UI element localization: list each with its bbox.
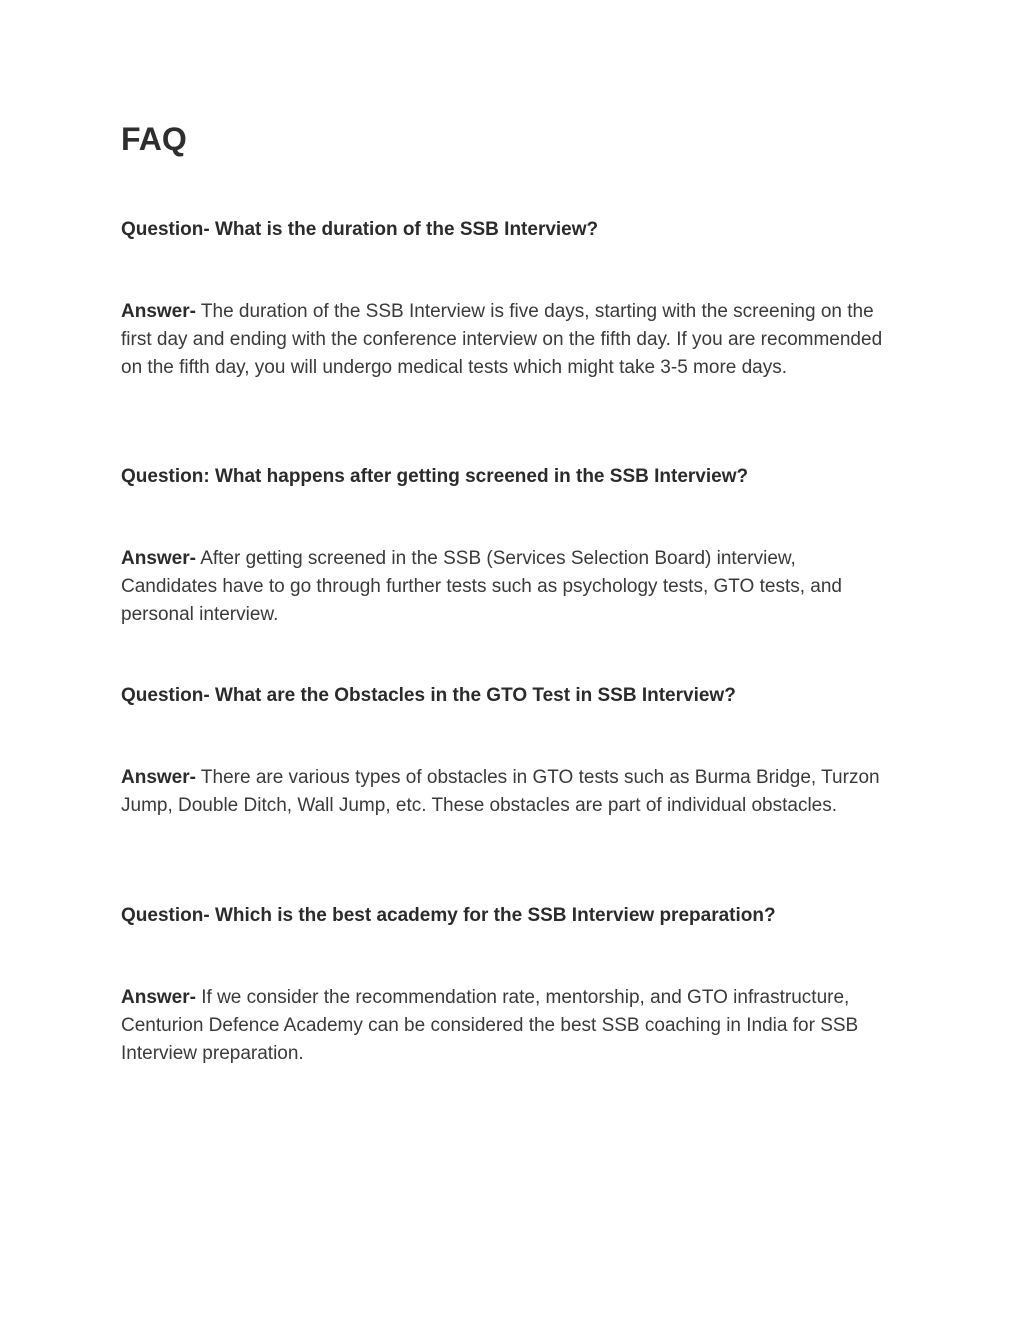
faq-question-4: Question- Which is the best academy for the SSB Interview preparation? [121,905,776,926]
answer-label: Answer- [121,548,196,569]
answer-label: Answer- [121,987,196,1008]
answer-text: The duration of the SSB Interview is five days, starting with the screening on the first day and ending with the conference interview on the fifth day. If you are recommended on the fifth day, you will undergo medical tests which might take 3-5 more days. [121,301,883,378]
faq-question-3: Question- What are the Obstacles in the GTO Test in SSB Interview? [121,685,736,706]
faq-answer-3 [121,764,896,820]
answer-label: Answer- [121,767,196,788]
faq-answer-4 [121,984,896,1068]
answer-text: There are various types of obstacles in GTO tests such as Burma Bridge, Turzon Jump, Double Ditch, Wall Jump, etc. These obstacles are part of individual obstacles. [121,767,880,816]
answer-text: If we consider the recommendation rate, mentorship, and GTO infrastructure, Centurion Defence Academy can be considered the best SSB coaching in India for SSB Interview preparation. [121,987,859,1064]
answer-text: After getting screened in the SSB (Services Selection Board) interview, Candidates have to go through further tests such as psychology tests, GTO tests, and personal interview. [121,548,842,625]
page-title: FAQ [121,121,187,157]
faq-question-2: Question: What happens after getting screened in the SSB Interview? [121,466,749,487]
faq-question-1: Question- What is the duration of the SSB Interview? [121,219,599,240]
faq-answer-1 [121,298,896,382]
answer-label: Answer- [121,301,196,322]
faq-answer-2 [121,545,896,629]
